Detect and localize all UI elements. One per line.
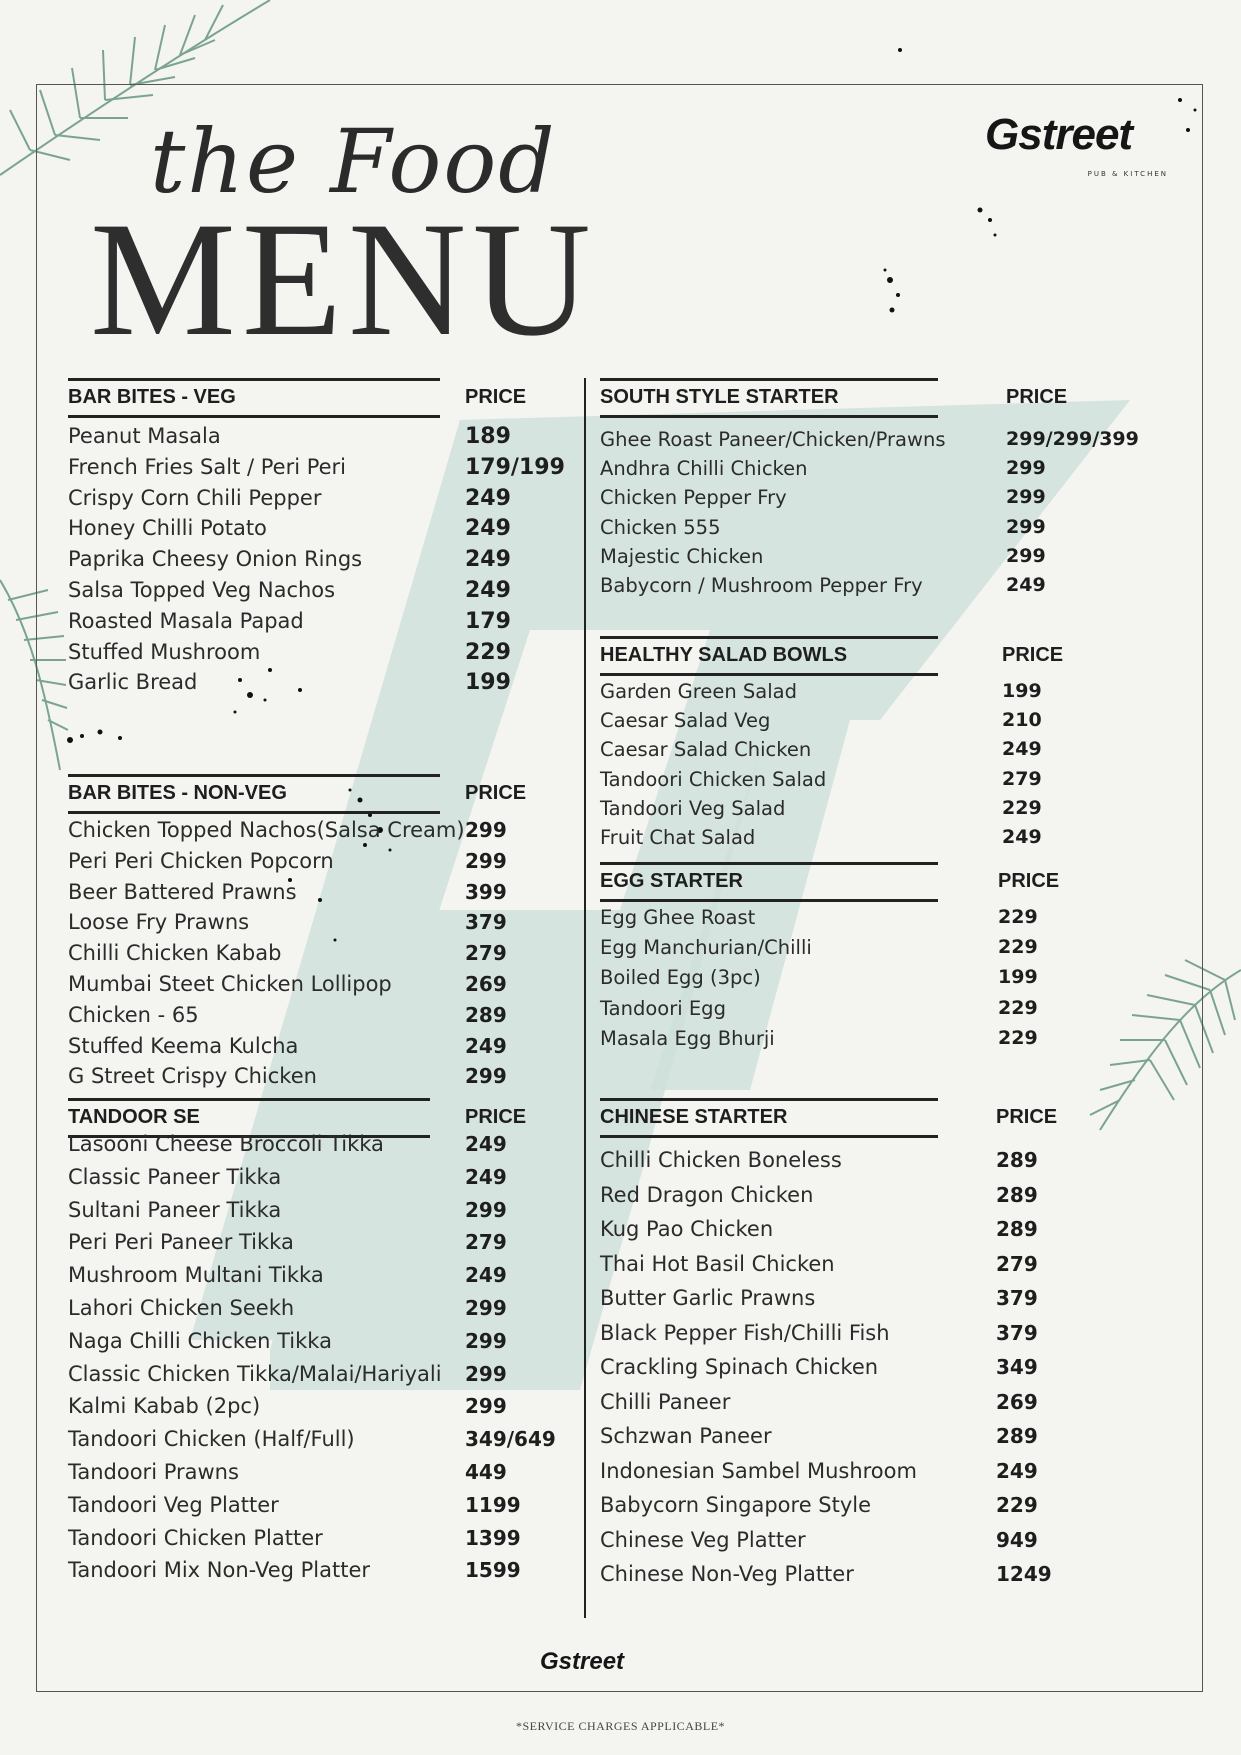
menu-item-name: Chicken - 65 bbox=[68, 1002, 199, 1027]
section-rule-top bbox=[600, 1098, 938, 1101]
menu-item-name: Chilli Paneer bbox=[600, 1389, 731, 1414]
menu-item-name: Caesar Salad Chicken bbox=[600, 738, 812, 762]
section-title: TANDOOR SE bbox=[68, 1106, 200, 1128]
title-script: the Food bbox=[150, 110, 557, 213]
menu-item-price: 179 bbox=[465, 608, 511, 634]
section-chinese bbox=[600, 1098, 1136, 1607]
menu-item-name: Chilli Chicken Kabab bbox=[68, 941, 282, 966]
menu-item-name: Peri Peri Paneer Tikka bbox=[68, 1230, 294, 1255]
menu-item-price: 269 bbox=[996, 1389, 1038, 1414]
section-rule-bottom bbox=[68, 415, 440, 418]
menu-item-price: 199 bbox=[998, 966, 1038, 989]
menu-item-price: 299 bbox=[465, 1328, 507, 1353]
section-rule-bottom bbox=[600, 673, 938, 676]
menu-item-price: 229 bbox=[998, 996, 1038, 1019]
menu-item-price: 249 bbox=[465, 1164, 507, 1189]
section-rule-bottom bbox=[600, 415, 938, 418]
menu-item-price: 249 bbox=[465, 1033, 507, 1058]
menu-item-name: Kalmi Kabab (2pc) bbox=[68, 1394, 261, 1419]
menu-item-price: 299 bbox=[465, 848, 507, 873]
section-title: BAR BITES - NON-VEG bbox=[68, 782, 287, 804]
menu-item-name: Mushroom Multani Tikka bbox=[68, 1263, 324, 1288]
menu-item-price: 229 bbox=[998, 906, 1038, 928]
menu-item-price: 249 bbox=[1002, 738, 1042, 761]
menu-item-price: 269 bbox=[465, 972, 507, 996]
menu-item-name: Loose Fry Prawns bbox=[68, 910, 250, 935]
menu-item-name: Roasted Masala Papad bbox=[68, 608, 304, 633]
brand-logo bbox=[985, 110, 1200, 190]
menu-item-name: Red Dragon Chicken bbox=[600, 1182, 814, 1207]
menu-item-price: 229 bbox=[998, 936, 1038, 959]
menu-item-price: 299 bbox=[465, 1064, 507, 1089]
price-header: PRICE bbox=[998, 870, 1060, 892]
menu-item-price: 299 bbox=[1006, 515, 1046, 538]
section-rule-top bbox=[600, 636, 938, 639]
menu-item-name: Garlic Bread bbox=[68, 670, 198, 695]
section-rule-bottom bbox=[600, 1135, 938, 1138]
menu-item-name: Peanut Masala bbox=[68, 424, 221, 448]
section-rule-top bbox=[68, 378, 440, 381]
menu-item-name: Mumbai Steet Chicken Lollipop bbox=[68, 972, 392, 996]
menu-item-price: 449 bbox=[465, 1460, 507, 1484]
menu-item-price: 289 bbox=[996, 1148, 1038, 1172]
menu-item-name: Chicken Pepper Fry bbox=[600, 486, 787, 510]
menu-item-name: Salsa Topped Veg Nachos bbox=[68, 578, 336, 602]
section-egg bbox=[600, 862, 1138, 1067]
menu-item-price: 189 bbox=[465, 424, 511, 449]
menu-item-name: Tandoori Prawns bbox=[68, 1460, 239, 1484]
menu-item-price: 279 bbox=[465, 1230, 507, 1255]
section-tandoor bbox=[68, 1098, 605, 1601]
section-rule-top bbox=[68, 1098, 430, 1101]
price-header: PRICE bbox=[1002, 644, 1064, 666]
menu-item-name: G Street Crispy Chicken bbox=[68, 1064, 317, 1089]
menu-item-price: 1199 bbox=[465, 1492, 521, 1517]
menu-item-price: 379 bbox=[465, 910, 507, 935]
menu-item-name: Indonesian Sambel Mushroom bbox=[600, 1458, 917, 1483]
menu-item-price: 379 bbox=[996, 1320, 1038, 1345]
menu-item-name: Beer Battered Prawns bbox=[68, 879, 297, 904]
menu-item-name: Classic Chicken Tikka/Malai/Hariyali bbox=[68, 1361, 442, 1386]
section-rule-bottom bbox=[600, 899, 938, 902]
section-title: BAR BITES - VEG bbox=[68, 386, 236, 408]
menu-item-price: 399 bbox=[465, 879, 507, 904]
section-title: CHINESE STARTER bbox=[600, 1106, 788, 1128]
menu-item-price: 949 bbox=[996, 1527, 1038, 1552]
menu-item-price: 249 bbox=[465, 1132, 507, 1156]
title-main: MENU bbox=[90, 189, 597, 370]
menu-item-name: Crackling Spinach Chicken bbox=[600, 1355, 879, 1379]
menu-item-name: Paprika Cheesy Onion Rings bbox=[68, 547, 363, 572]
section-bar-nonveg bbox=[68, 774, 605, 1105]
menu-item-price: 249 bbox=[465, 1263, 507, 1288]
menu-item-name: Andhra Chilli Chicken bbox=[600, 457, 808, 481]
menu-item-price: 299 bbox=[465, 1296, 507, 1320]
menu-item-price: 199 bbox=[465, 670, 511, 696]
menu-item-name: Honey Chilli Potato bbox=[68, 516, 267, 541]
menu-item-name: Chicken Topped Nachos(Salsa Cream) bbox=[68, 818, 465, 842]
menu-item-price: 279 bbox=[996, 1251, 1038, 1276]
menu-item-name: Babycorn / Mushroom Pepper Fry bbox=[600, 574, 923, 597]
section-rule-top bbox=[68, 774, 440, 777]
menu-item-price: 1249 bbox=[996, 1562, 1052, 1586]
section-salad bbox=[600, 636, 1142, 865]
menu-item-price: 249 bbox=[465, 485, 511, 511]
footer-brand-name: Gstreet bbox=[540, 1648, 625, 1675]
menu-item-price: 299 bbox=[465, 1394, 507, 1419]
menu-item-name: Chilli Chicken Boneless bbox=[600, 1148, 842, 1172]
menu-item-name: Tandoori Mix Non-Veg Platter bbox=[68, 1558, 371, 1583]
price-header: PRICE bbox=[465, 1106, 527, 1128]
menu-item-price: 210 bbox=[1002, 709, 1042, 732]
menu-item-price: 289 bbox=[996, 1217, 1038, 1241]
menu-item-name: Crispy Corn Chili Pepper bbox=[68, 485, 322, 510]
section-title: HEALTHY SALAD BOWLS bbox=[600, 644, 848, 666]
menu-item-price: 249 bbox=[996, 1458, 1038, 1483]
menu-item-price: 249 bbox=[1002, 826, 1042, 848]
menu-item-price: 249 bbox=[465, 578, 511, 603]
menu-item-name: Classic Paneer Tikka bbox=[68, 1164, 282, 1189]
menu-item-name: Lahori Chicken Seekh bbox=[68, 1296, 295, 1320]
menu-item-name: Chinese Veg Platter bbox=[600, 1527, 806, 1552]
menu-item-name: Garden Green Salad bbox=[600, 680, 797, 703]
menu-item-name: Tandoori Chicken Salad bbox=[600, 767, 827, 791]
menu-item-name: Stuffed Keema Kulcha bbox=[68, 1033, 299, 1058]
menu-item-price: 1599 bbox=[465, 1558, 521, 1583]
menu-item-name: Peri Peri Chicken Popcorn bbox=[68, 848, 334, 873]
menu-item-price: 289 bbox=[465, 1002, 507, 1027]
menu-item-name: Naga Chilli Chicken Tikka bbox=[68, 1328, 332, 1353]
menu-item-price: 249 bbox=[465, 516, 511, 542]
menu-item-price: 379 bbox=[996, 1286, 1038, 1310]
menu-item-name: Caesar Salad Veg bbox=[600, 709, 771, 733]
menu-item-price: 299 bbox=[1006, 486, 1046, 509]
section-rule-top bbox=[600, 862, 938, 865]
service-charge-note: *SERVICE CHARGES APPLICABLE* bbox=[515, 1719, 726, 1733]
menu-item-price: 349 bbox=[996, 1355, 1038, 1379]
price-header: PRICE bbox=[1006, 386, 1068, 408]
menu-item-price: 279 bbox=[465, 941, 507, 966]
menu-item-name: Stuffed Mushroom bbox=[68, 639, 261, 664]
menu-item-name: Thai Hot Basil Chicken bbox=[600, 1251, 835, 1276]
menu-item-name: Fruit Chat Salad bbox=[600, 826, 756, 849]
menu-item-name: Black Pepper Fish/Chilli Fish bbox=[600, 1320, 890, 1345]
menu-item-name: Masala Egg Bhurji bbox=[600, 1026, 775, 1050]
menu-item-price: 299 bbox=[1006, 544, 1046, 567]
menu-item-price: 299 bbox=[1006, 457, 1046, 480]
menu-item-name: Babycorn Singapore Style bbox=[600, 1493, 872, 1517]
brand-name: Gstreet bbox=[985, 110, 1133, 159]
menu-item-name: Tandoori Egg bbox=[600, 996, 726, 1020]
menu-item-price: 299/299/399 bbox=[1006, 428, 1139, 450]
brand-tagline: PUB & KITCHEN bbox=[1087, 170, 1168, 178]
menu-item-name: Ghee Roast Paneer/Chicken/Prawns bbox=[600, 428, 946, 451]
menu-item-price: 199 bbox=[1002, 680, 1042, 702]
menu-item-price: 299 bbox=[465, 1361, 507, 1386]
menu-item-name: Egg Manchurian/Chilli bbox=[600, 936, 812, 960]
menu-item-price: 289 bbox=[996, 1182, 1038, 1207]
section-title: SOUTH STYLE STARTER bbox=[600, 386, 839, 408]
menu-item-price: 249 bbox=[465, 547, 511, 573]
section-rule-top bbox=[600, 378, 938, 381]
menu-item-name: Chicken 555 bbox=[600, 515, 721, 539]
menu-item-price: 289 bbox=[996, 1424, 1038, 1448]
menu-item-price: 299 bbox=[465, 818, 507, 842]
menu-item-name: Lasooni Cheese Broccoli Tikka bbox=[68, 1132, 384, 1156]
section-south bbox=[600, 378, 1146, 613]
menu-item-price: 279 bbox=[1002, 767, 1042, 790]
menu-item-price: 229 bbox=[1002, 796, 1042, 819]
menu-item-name: Tandoori Chicken Platter bbox=[68, 1525, 323, 1550]
section-title: EGG STARTER bbox=[600, 870, 743, 892]
menu-item-name: Tandoori Veg Platter bbox=[68, 1492, 279, 1517]
menu-item-name: Kug Pao Chicken bbox=[600, 1217, 774, 1241]
price-header: PRICE bbox=[996, 1106, 1058, 1128]
menu-item-price: 249 bbox=[1006, 574, 1046, 596]
menu-item-name: French Fries Salt / Peri Peri bbox=[68, 454, 347, 479]
menu-item-price: 299 bbox=[465, 1197, 507, 1222]
menu-item-name: Tandoori Veg Salad bbox=[600, 796, 786, 820]
menu-item-name: Boiled Egg (3pc) bbox=[600, 966, 761, 990]
section-bar-veg bbox=[68, 378, 605, 711]
menu-item-name: Sultani Paneer Tikka bbox=[68, 1197, 282, 1222]
menu-item-name: Schzwan Paneer bbox=[600, 1424, 772, 1448]
section-rule-bottom bbox=[68, 811, 440, 814]
menu-item-price: 179/199 bbox=[465, 454, 565, 480]
menu-item-price: 229 bbox=[996, 1493, 1038, 1517]
menu-item-price: 229 bbox=[465, 639, 511, 665]
price-header: PRICE bbox=[465, 782, 527, 804]
menu-item-name: Egg Ghee Roast bbox=[600, 906, 756, 929]
footer-logo bbox=[540, 1648, 640, 1684]
menu-item-name: Tandoori Chicken (Half/Full) bbox=[68, 1427, 355, 1452]
price-header: PRICE bbox=[465, 386, 527, 408]
menu-item-name: Butter Garlic Prawns bbox=[600, 1286, 816, 1310]
menu-item-price: 229 bbox=[998, 1026, 1038, 1049]
menu-item-name: Chinese Non-Veg Platter bbox=[600, 1562, 854, 1586]
menu-item-name: Majestic Chicken bbox=[600, 544, 764, 568]
menu-item-price: 1399 bbox=[465, 1525, 521, 1550]
menu-item-price: 349/649 bbox=[465, 1427, 556, 1452]
